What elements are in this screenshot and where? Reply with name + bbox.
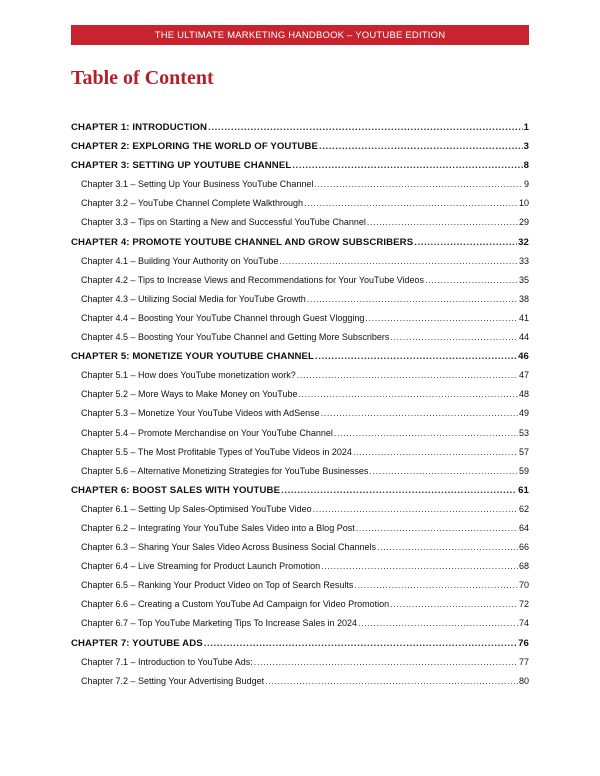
dot-leader — [297, 370, 518, 380]
toc-entry-label: CHAPTER 7: YOUTUBE ADS — [71, 637, 203, 649]
toc-section-entry[interactable] — [71, 256, 529, 275]
toc-page-number: 44 — [518, 332, 529, 343]
toc-chapter-entry[interactable] — [71, 638, 529, 657]
toc-entry-label: Chapter 6.6 – Creating a Custom YouTube Ad Campaign for Video Promotion — [81, 599, 390, 610]
toc-entry-label: Chapter 4.1 – Building Your Authority on YouTube — [81, 255, 279, 266]
dot-leader — [298, 389, 518, 399]
toc-section-entry[interactable] — [71, 599, 529, 618]
toc-page-number: 66 — [518, 542, 529, 553]
toc-entry-label: Chapter 3.3 – Tips on Starting a New and Successful YouTube Channel — [81, 217, 366, 228]
toc-entry-label: CHAPTER 3: SETTING UP YOUTUBE CHANNEL — [71, 160, 292, 172]
toc-entry-label: CHAPTER 2: EXPLORING THE WORLD OF YOUTUBE — [71, 141, 318, 153]
toc-entry-label: Chapter 6.1 – Setting Up Sales-Optimised YouTube Video — [81, 503, 312, 514]
dot-leader — [307, 294, 518, 304]
toc-entry-label: Chapter 4.5 – Boosting Your YouTube Channel and Getting More Subscribers — [81, 332, 390, 343]
toc-page-number: 77 — [518, 656, 529, 667]
toc-page-number: 72 — [518, 599, 529, 610]
toc-page-number: 29 — [518, 217, 529, 228]
toc-entry-label: Chapter 4.4 – Boosting Your YouTube Channel through Guest Vlogging — [81, 312, 365, 323]
toc-chapter-entry[interactable] — [71, 351, 529, 370]
toc-entry-label: CHAPTER 1: INTRODUCTION — [71, 122, 208, 133]
dot-leader — [354, 580, 518, 590]
dot-leader — [315, 351, 517, 362]
toc-page-number: 49 — [518, 408, 529, 419]
dot-leader — [425, 275, 518, 285]
toc-entry-label: Chapter 6.4 – Live Streaming for Product Launch Promotion — [81, 561, 321, 572]
toc-section-entry[interactable] — [71, 332, 529, 351]
table-of-contents — [71, 122, 529, 695]
banner-text: THE ULTIMATE MARKETING HANDBOOK – YOUTUBE EDITION — [154, 29, 446, 41]
toc-section-entry[interactable] — [71, 561, 529, 580]
toc-entry-label: Chapter 4.2 – Tips to Increase Views and Recommendations for Your YouTube Videos — [81, 274, 425, 285]
dot-leader — [265, 676, 518, 686]
toc-page-number: 59 — [518, 465, 529, 476]
toc-entry-label: Chapter 5.2 – More Ways to Make Money on YouTube — [81, 389, 298, 400]
toc-section-entry[interactable] — [71, 618, 529, 637]
toc-section-entry[interactable] — [71, 580, 529, 599]
dot-leader — [254, 657, 518, 667]
toc-page-number: 35 — [518, 274, 529, 285]
toc-page-number: 53 — [518, 427, 529, 438]
toc-section-entry[interactable] — [71, 179, 529, 198]
toc-section-entry[interactable] — [71, 542, 529, 561]
toc-chapter-entry[interactable] — [71, 160, 529, 179]
toc-page-number: 10 — [518, 198, 529, 209]
toc-page-number: 80 — [518, 675, 529, 686]
toc-page-number: 64 — [518, 522, 529, 533]
toc-entry-label: Chapter 6.3 – Sharing Your Sales Video Across Business Social Channels — [81, 542, 377, 553]
toc-section-entry[interactable] — [71, 428, 529, 447]
dot-leader — [369, 466, 518, 476]
toc-entry-label: Chapter 4.3 – Utilizing Social Media for YouTube Growth — [81, 293, 306, 304]
dot-leader — [319, 141, 523, 152]
toc-chapter-entry[interactable] — [71, 485, 529, 504]
toc-page-number: 76 — [518, 637, 529, 649]
toc-page-number: 3 — [523, 141, 529, 153]
toc-page-number: 9 — [523, 179, 529, 190]
dot-leader — [292, 160, 522, 171]
toc-page-number: 62 — [518, 503, 529, 514]
toc-page-number: 1 — [523, 122, 529, 133]
toc-page-number: 8 — [523, 160, 529, 172]
toc-page-number: 41 — [518, 312, 529, 323]
toc-section-entry[interactable] — [71, 504, 529, 523]
toc-entry-label: Chapter 6.7 – Top YouTube Marketing Tips To Increase Sales in 2024 — [81, 618, 358, 629]
header-banner — [71, 25, 529, 45]
dot-leader — [304, 198, 518, 208]
dot-leader — [314, 179, 523, 189]
dot-leader — [414, 237, 517, 248]
toc-page-number: 74 — [518, 618, 529, 629]
toc-section-entry[interactable] — [71, 370, 529, 389]
dot-leader — [334, 428, 518, 438]
toc-page-number: 61 — [518, 484, 529, 496]
dot-leader — [358, 618, 518, 628]
toc-chapter-entry[interactable] — [71, 237, 529, 256]
toc-section-entry[interactable] — [71, 217, 529, 236]
toc-page-number: 70 — [518, 580, 529, 591]
toc-entry-label: Chapter 5.1 – How does YouTube monetization work? — [81, 370, 296, 381]
toc-page-number: 46 — [518, 351, 529, 363]
toc-entry-label: Chapter 6.2 – Integrating Your YouTube Sales Video into a Blog Post — [81, 522, 355, 533]
toc-entry-label: Chapter 5.4 – Promote Merchandise on Your YouTube Channel — [81, 427, 333, 438]
toc-page-number: 38 — [518, 293, 529, 304]
toc-page-number: 48 — [518, 389, 529, 400]
dot-leader — [390, 332, 518, 342]
dot-leader — [353, 447, 518, 457]
toc-page-number: 57 — [518, 446, 529, 457]
toc-chapter-entry[interactable] — [71, 122, 529, 141]
toc-entry-label: Chapter 3.1 – Setting Up Your Business YouTube Channel — [81, 179, 314, 190]
toc-section-entry[interactable] — [71, 523, 529, 542]
toc-entry-label: Chapter 3.2 – YouTube Channel Complete Walkthrough — [81, 198, 303, 209]
dot-leader — [208, 122, 522, 133]
dot-leader — [356, 523, 518, 533]
dot-leader — [204, 638, 517, 649]
dot-leader — [281, 485, 517, 496]
toc-entry-label: Chapter 7.2 – Setting Your Advertising Budget — [81, 675, 265, 686]
toc-page-number: 68 — [518, 561, 529, 572]
toc-entry-label: CHAPTER 5: MONETIZE YOUR YOUTUBE CHANNEL — [71, 351, 314, 363]
toc-entry-label: Chapter 6.5 – Ranking Your Product Video on Top of Search Results — [81, 580, 354, 591]
toc-section-entry[interactable] — [71, 676, 529, 695]
dot-leader — [377, 542, 518, 552]
toc-section-entry[interactable] — [71, 447, 529, 466]
toc-section-entry[interactable] — [71, 408, 529, 427]
dot-leader — [390, 599, 518, 609]
toc-entry-label: Chapter 7.1 – Introduction to YouTube Ads: — [81, 656, 253, 667]
dot-leader — [321, 561, 518, 571]
page-title: Table of Content — [71, 67, 214, 89]
toc-page-number: 32 — [518, 236, 529, 248]
toc-section-entry[interactable] — [71, 389, 529, 408]
toc-page-number: 33 — [518, 255, 529, 266]
dot-leader — [365, 313, 518, 323]
toc-section-entry[interactable] — [71, 294, 529, 313]
dot-leader — [279, 256, 518, 266]
toc-section-entry[interactable] — [71, 313, 529, 332]
dot-leader — [367, 217, 518, 227]
toc-entry-label: Chapter 5.3 – Monetize Your YouTube Videos with AdSense — [81, 408, 320, 419]
toc-entry-label: Chapter 5.5 – The Most Profitable Types of YouTube Videos in 2024 — [81, 446, 352, 457]
toc-entry-label: CHAPTER 6: BOOST SALES WITH YOUTUBE — [71, 484, 281, 496]
toc-chapter-entry[interactable] — [71, 141, 529, 160]
toc-page-number: 47 — [518, 370, 529, 381]
toc-entry-label: Chapter 5.6 – Alternative Monetizing Strategies for YouTube Businesses — [81, 465, 369, 476]
dot-leader — [313, 504, 518, 514]
dot-leader — [321, 408, 518, 418]
toc-entry-label: CHAPTER 4: PROMOTE YOUTUBE CHANNEL AND GROW SUBSCRIBERS — [71, 236, 414, 248]
toc-section-entry[interactable] — [71, 466, 529, 485]
toc-section-entry[interactable] — [71, 275, 529, 294]
toc-section-entry[interactable] — [71, 198, 529, 217]
toc-section-entry[interactable] — [71, 657, 529, 676]
